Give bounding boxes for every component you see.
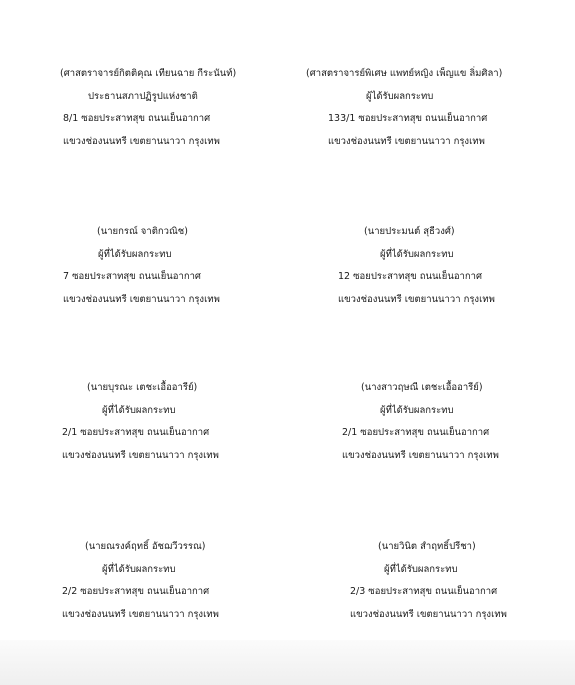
address-block (306, 63, 502, 153)
street-address: 2/2 ซอยประสาทสุข ถนนเย็นอากาศ (62, 586, 210, 597)
person-role: ผู้ที่ได้รับผลกระทบ (380, 248, 454, 260)
address-block (62, 377, 219, 467)
person-role: ผู้ที่ได้รับผลกระทบ (102, 404, 176, 416)
person-name: (นายวินิต สำฤทธิ์ปรีชา) (378, 541, 476, 552)
street-address: 2/1 ซอยประสาทสุข ถนนเย็นอากาศ (342, 427, 490, 438)
address-block (336, 377, 499, 467)
page-bottom-margin (0, 640, 575, 685)
street-address: 2/3 ซอยประสาทสุข ถนนเย็นอากาศ (350, 586, 498, 597)
address-block (62, 536, 219, 626)
district-address: แขวงช่องนนทรี เขตยานนาวา กรุงเทพ (63, 293, 220, 305)
person-name: (นายบุรณะ เตชะเอื้ออารีย์) (87, 382, 198, 393)
person-name: (นายกรณ์ จาติกวณิช) (97, 226, 188, 237)
person-name: (ศาสตราจารย์พิเศษ แพทย์หญิง เพ็ญแข ลิ่มศิลา) (306, 68, 503, 79)
person-name: (ศาสตราจารย์กิตติคุณ เทียนฉาย กีระนันท์) (60, 68, 237, 79)
address-block (336, 536, 507, 626)
district-address: แขวงช่องนนทรี เขตยานนาวา กรุงเทพ (338, 293, 495, 305)
district-address: แขวงช่องนนทรี เขตยานนาวา กรุงเทพ (62, 608, 219, 620)
address-block (62, 221, 220, 311)
person-role: ผู้ได้รับผลกระทบ (366, 90, 434, 102)
person-name: (นายประมนต์ สุธีวงศ์) (364, 226, 455, 237)
person-name: (นายณรงค์ฤทธิ์ อัชฌวีวรรณ) (85, 541, 206, 552)
district-address: แขวงช่องนนทรี เขตยานนาวา กรุงเทพ (350, 608, 507, 620)
person-role: ผู้ที่ได้รับผลกระทบ (384, 563, 458, 575)
district-address: แขวงช่องนนทรี เขตยานนาวา กรุงเทพ (328, 135, 485, 147)
address-block (60, 63, 236, 153)
person-role: ผู้ที่ได้รับผลกระทบ (380, 404, 454, 416)
street-address: 7 ซอยประสาทสุข ถนนเย็นอากาศ (63, 271, 201, 282)
street-address: 12 ซอยประสาทสุข ถนนเย็นอากาศ (338, 271, 482, 282)
district-address: แขวงช่องนนทรี เขตยานนาวา กรุงเทพ (342, 449, 499, 461)
person-name: (นางสาวฤษณี เตชะเอื้ออารีย์) (361, 382, 483, 393)
person-role: ผู้ที่ได้รับผลกระทบ (98, 248, 172, 260)
person-role: ประธานสภาปฏิรูปแห่งชาติ (88, 90, 198, 102)
street-address: 2/1 ซอยประสาทสุข ถนนเย็นอากาศ (62, 427, 210, 438)
street-address: 133/1 ซอยประสาทสุข ถนนเย็นอากาศ (328, 113, 488, 124)
address-block (336, 221, 495, 311)
street-address: 8/1 ซอยประสาทสุข ถนนเย็นอากาศ (63, 113, 211, 124)
district-address: แขวงช่องนนทรี เขตยานนาวา กรุงเทพ (62, 449, 219, 461)
district-address: แขวงช่องนนทรี เขตยานนาวา กรุงเทพ (63, 135, 220, 147)
person-role: ผู้ที่ได้รับผลกระทบ (102, 563, 176, 575)
